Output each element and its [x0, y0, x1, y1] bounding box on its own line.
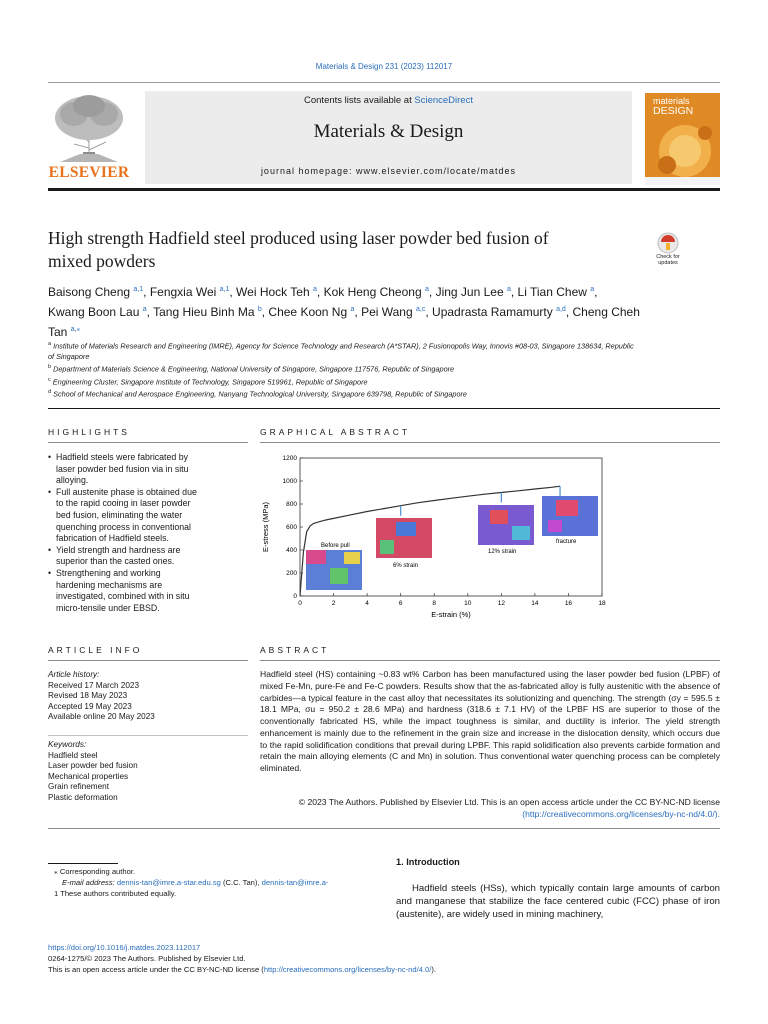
article-history	[48, 670, 248, 723]
author-name: Jing Jun Lee	[435, 285, 504, 299]
highlight-item: • Full austenite phase is obtained due to the rapid cooing in laser powder bed fusion, eliminating the water quenching process in conventional fabrication of Hadfield steels.	[48, 487, 248, 545]
author-affiliation-mark[interactable]: a,1	[133, 286, 144, 293]
ebsd-map-before-pull	[306, 550, 362, 590]
x-tick-label: 6	[398, 600, 403, 607]
open-access-line	[48, 964, 728, 975]
cover-word-materials: materials	[653, 96, 690, 106]
highlight-item: • Strengthening and working hardening mechanisms are investigated, combined with in situ micro-tensile under EBSD.	[48, 568, 248, 614]
author-affiliation-mark[interactable]: a,d	[556, 306, 566, 313]
author-affiliation-mark[interactable]: a,1	[219, 286, 230, 293]
y-tick-label: 200	[286, 570, 297, 578]
footnotes	[48, 866, 378, 899]
author-affiliation-mark[interactable]: a	[312, 286, 317, 293]
author-name: Li Tian Chew	[517, 285, 587, 299]
article-title	[48, 227, 638, 273]
issn-line: 0264-1275/© 2023 The Authors. Published by Elsevier Ltd.	[48, 954, 246, 963]
highlights-heading: HIGHLIGHTS	[48, 427, 130, 437]
author-name: Tan	[48, 325, 68, 339]
author-name: Fengxia Wei	[149, 285, 217, 299]
x-tick-label: 2	[331, 600, 336, 607]
abstract-heading: ABSTRACT	[260, 645, 330, 655]
label-12-strain: 12% strain	[488, 549, 517, 555]
article-info-rule	[48, 660, 248, 661]
author-affiliation-mark[interactable]: a	[506, 286, 511, 293]
author-affiliation-mark[interactable]: a	[350, 306, 355, 313]
x-tick-label: 16	[564, 600, 573, 607]
author-name: Baisong Cheng	[48, 285, 131, 299]
ebsd-map-12-strain	[478, 505, 534, 545]
author-name: Kwang Boon Lau	[48, 305, 140, 319]
x-tick-label: 4	[365, 600, 369, 607]
email-link-2[interactable]: dennis-tan@imre.a-	[261, 878, 329, 887]
y-tick-label: 1200	[282, 455, 297, 463]
article-title-line-2: mixed powders	[48, 251, 156, 271]
keyword-item: Plastic deformation	[48, 792, 118, 802]
graphical-abstract-rule	[260, 442, 720, 443]
author-line-2: Kwang Boon Lau $^a$, Tang Hieu Binh Ma $^b$, Chee Koon Ng $^a$, Pei Wang $^{a,c}$, Upadrasta Ramamurty $^{a,d}$, Cheng Cheh	[48, 305, 640, 319]
body-divider	[48, 828, 720, 829]
license-text: © 2023 The Authors. Published by Elsevier Ltd. This is an open access article under the CC BY-NC-ND license	[298, 797, 720, 807]
keyword-item: Grain refinement	[48, 782, 109, 791]
author-name: Kok Heng Cheong	[323, 285, 422, 299]
affiliation-text: Engineering Cluster, Singapore Institute of Technology, Singapore 519961, Republic of Singapore	[52, 377, 368, 387]
affiliation-mark: b	[48, 364, 52, 371]
y-tick-label: 800	[286, 501, 297, 509]
graphical-abstract-chart[interactable]	[256, 448, 626, 626]
label-6-strain: 6% strain	[393, 563, 419, 569]
article-title-line-1: High strength Hadfield steel produced using laser powder bed fusion of	[48, 228, 549, 248]
email-note	[48, 877, 378, 888]
graphical-abstract-heading: GRAPHICAL ABSTRACT	[260, 427, 411, 437]
highlights-rule	[48, 442, 248, 443]
check-updates-line-2: updates	[658, 260, 678, 266]
affiliation-text: of Singapore	[48, 352, 90, 362]
highlight-item: • Hadfield steels were fabricated by laser powder bed fusion via in situ alloying.	[48, 452, 248, 487]
author-name: Pei Wang	[361, 305, 413, 319]
affiliation-text: Department of Materials Science & Engineering, National University of Singapore, Singapore 117576, Republic of Singapore	[53, 364, 455, 374]
author-name: Chee Koon Ng	[268, 305, 348, 319]
author-affiliation-mark[interactable]: a	[142, 306, 147, 313]
author-list	[48, 281, 728, 341]
front-matter-divider	[48, 408, 720, 409]
affiliation-mark: a	[48, 341, 52, 347]
x-axis-label: E-strain (%)	[431, 610, 471, 619]
author-name: Tang Hieu Binh Ma	[153, 305, 255, 319]
journal-reference[interactable]: Materials & Design 231 (2023) 112017	[315, 62, 453, 71]
open-access-end: ).	[431, 965, 437, 974]
keyword-item: Hadfield steel	[48, 750, 98, 760]
x-tick-label: 10	[464, 600, 472, 607]
keyword-item: Mechanical properties	[48, 771, 129, 781]
publisher-logo-text: ELSEVIER	[48, 164, 130, 181]
abstract-text: Hadfield steel (HS) containing ~0.83 wt% Carbon has been manufactured using the laser powder bed fusion (LPBF) of mixed Fe-Mn, pure-Fe and Fe-C powders. Results show that the as-fabricated alloy is fully austenitic with the absence of carbides—a typical feature in the cast alloy that necessitates its solutionizing and quenching. The strength (σy = 595.5 ± 18.1 MPa, σu = 950.2 ± 28.6 MPa) and hardness (318.6 ± 7.1 HV) of the LPBF HS are superior to those of the conventionally fabricated HS, while the impact toughness is similar, and ductility is inferior. The yield strength enhancement is mainly due to the refinement in the grain size and increase in the dislocation density, which occurs due to the rapid solidification conditions that prevail during LPBF. This rapid solidification also prevents carbide formation and retain the main alloying elements (C and Mn) in solution. Thus conventional water quenching process can be completely eliminated.	[260, 669, 720, 773]
x-tick-label: 8	[432, 600, 437, 607]
email-label: E-mail address:	[62, 878, 115, 887]
author-affiliation-mark[interactable]: a,⁎	[70, 326, 81, 333]
bottom-metadata	[48, 942, 728, 975]
affiliation-line	[48, 351, 728, 362]
y-tick-label: 1000	[282, 478, 297, 486]
introduction-heading: 1. Introduction	[396, 857, 460, 867]
cover-word-design: DESIGN	[653, 105, 694, 117]
author-name: Wei Hock Teh	[236, 285, 310, 299]
ebsd-map-6-strain	[376, 518, 432, 558]
x-tick-label: 12	[497, 600, 505, 607]
affiliation-mark: d	[48, 389, 52, 396]
email-link-1[interactable]: dennis-tan@imre.a-star.edu.sg	[116, 878, 221, 887]
x-tick-label: 18	[598, 600, 606, 607]
open-access-link[interactable]: http://creativecommons.org/licenses/by-nc-nd/4.0/	[263, 965, 432, 974]
label-fracture: fracture	[556, 539, 577, 545]
history-online: Available online 20 May 2023	[48, 712, 155, 721]
author-line-3	[48, 321, 728, 341]
contents-prefix: Contents lists available at	[304, 95, 412, 106]
affiliation-line	[48, 362, 728, 374]
doi-link[interactable]: https://doi.org/10.1016/j.matdes.2023.112017	[48, 943, 201, 952]
y-tick-label: 600	[286, 524, 297, 532]
affiliation-text: School of Mechanical and Aerospace Engineering, Nanyang Technological University, Singapore 639798, Republic of Singapore	[53, 389, 467, 399]
y-axis-label: E-stress (MPa)	[261, 501, 270, 553]
affiliation-mark: c	[48, 376, 51, 383]
keywords-rule	[48, 735, 248, 736]
open-access-text: This is an open access article under the CC BY-NC-ND license (	[48, 965, 264, 974]
abstract-rule	[260, 660, 720, 661]
introduction-text: Hadfield steels (HSs), which typically contain large amounts of carbon and manganese that stabilize the face centered cubic (FCC) phase of iron (austenite), are widely used in mining machinery,	[396, 883, 720, 921]
highlight-item: • Yield strength and hardness are superior than the casted ones.	[48, 545, 248, 568]
author-name: Cheng Cheh	[572, 305, 640, 319]
contents-line	[145, 95, 632, 106]
affiliation-text: Institute of Materials Research and Engineering (IMRE), Agency for Science Technology and Research (A*STAR), 2 Fusionopolis Way, Innovis #08-03, Singapore 138634, Republic	[53, 341, 634, 351]
x-tick-label: 14	[531, 600, 539, 607]
journal-title: Materials & Design	[313, 121, 464, 142]
elsevier-tree-logo-icon	[50, 92, 128, 164]
history-label: Article history:	[48, 670, 100, 679]
author-name: Upadrasta Ramamurty	[432, 305, 553, 319]
y-tick-label: 400	[286, 547, 297, 555]
affiliations	[48, 339, 728, 400]
check-for-updates-button[interactable]	[644, 232, 692, 268]
author-affiliation-mark[interactable]: a	[590, 286, 595, 293]
keywords-label: Keywords:	[48, 740, 87, 749]
header-bottom-rule	[48, 188, 720, 191]
keyword-item: Laser powder bed fusion	[48, 761, 138, 770]
sciencedirect-link[interactable]: ScienceDirect	[414, 95, 473, 106]
highlights-list	[48, 452, 248, 614]
header-top-rule	[48, 82, 720, 83]
author-affiliation-mark[interactable]: a,c	[416, 306, 426, 313]
affiliation-line	[48, 339, 728, 351]
affiliation-line	[48, 375, 728, 387]
affiliation-line	[48, 387, 728, 399]
check-updates-line-1: Check for	[656, 254, 680, 260]
email-mid: (C.C. Tan),	[222, 878, 260, 887]
journal-cover-thumbnail[interactable]	[645, 93, 720, 185]
footnote-rule	[48, 863, 118, 864]
author-line-1: Baisong Cheng $^{a,1}$, Fengxia Wei $^{a,1}$, Wei Hock Teh $^a$, Kok Heng Cheong $^a$, Jing Jun Lee $^a$, Li Tian Chew $^a$,	[48, 285, 598, 299]
journal-homepage[interactable]: journal homepage: www.elsevier.com/locate/matdes	[260, 166, 517, 176]
history-revised: Revised 18 May 2023	[48, 691, 128, 700]
check-updates-icon	[656, 232, 680, 254]
corresponding-author-note: ⁎ Corresponding author.	[54, 867, 136, 876]
history-received: Received 17 March 2023	[48, 680, 140, 690]
abstract-license	[260, 797, 720, 821]
author-affiliation-mark[interactable]: a	[424, 286, 429, 293]
article-info-heading: ARTICLE INFO	[48, 645, 143, 655]
license-link[interactable]: (http://creativecommons.org/licenses/by-nc-nd/4.0/).	[522, 808, 720, 819]
y-tick-label: 0	[293, 593, 297, 601]
x-tick-label: 0	[298, 600, 302, 607]
keywords	[48, 740, 248, 803]
equal-contribution-note: 1 These authors contributed equally.	[54, 889, 177, 898]
ebsd-map-fracture	[542, 496, 598, 536]
history-accepted: Accepted 19 May 2023	[48, 701, 132, 711]
author-affiliation-mark[interactable]: b	[257, 306, 262, 313]
label-before-pull: Before pull	[321, 543, 350, 549]
